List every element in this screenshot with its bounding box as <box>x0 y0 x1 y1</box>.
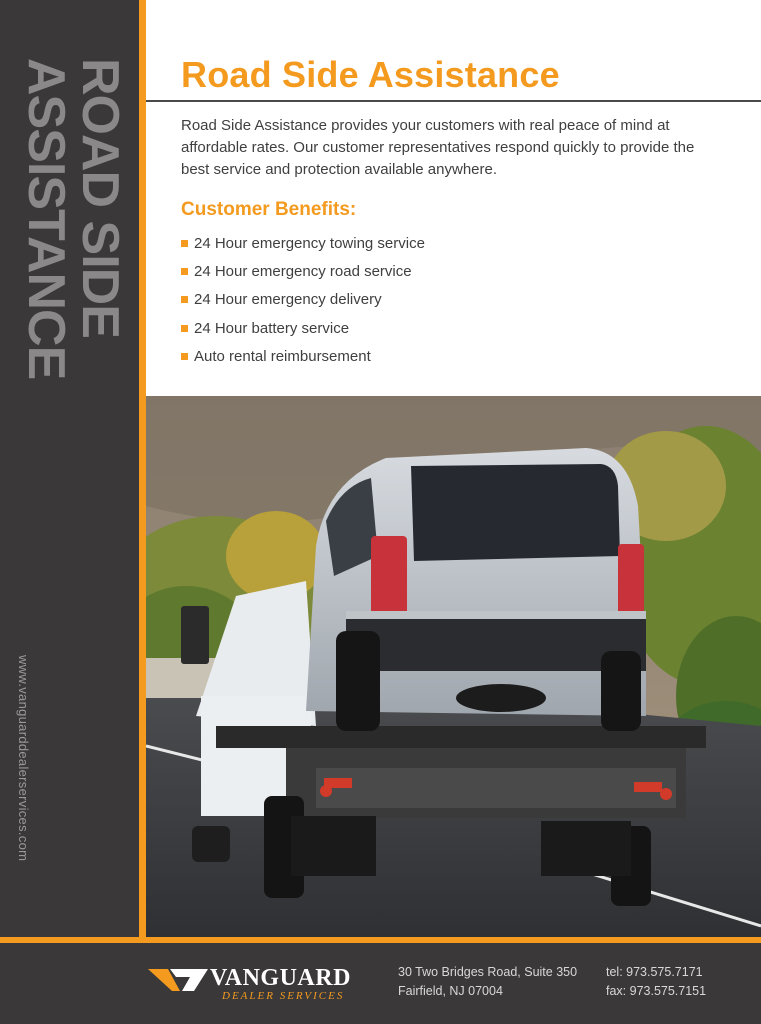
logo-name: VANGUARD <box>210 965 351 991</box>
list-item <box>181 229 425 257</box>
address-line2: Fairfield, NJ 07004 <box>398 984 503 998</box>
benefit-text: 24 Hour emergency road service <box>194 262 412 280</box>
sidebar <box>0 0 139 937</box>
tow-truck-photo <box>146 396 761 937</box>
logo-tagline: DEALER SERVICES <box>222 990 345 1002</box>
benefit-text: 24 Hour battery service <box>194 319 350 337</box>
vanguard-logo[interactable] <box>148 965 368 1002</box>
website-url[interactable]: www.vanguarddealerservices.com <box>16 655 31 862</box>
intro-paragraph: Road Side Assistance provides your customers with real peace of mind at affordable rates. Our customer representatives respond quickly to provide the best service and protection available anywhere. <box>181 117 695 178</box>
sidebar-title <box>18 58 130 418</box>
bullet-square-icon <box>181 353 188 360</box>
list-item <box>181 257 425 285</box>
sidebar-title-line2: ASSISTANCE <box>17 58 75 380</box>
contact-info <box>606 963 706 1001</box>
fax: fax: 973.575.7151 <box>606 984 707 998</box>
bullet-square-icon <box>181 240 188 247</box>
bullet-square-icon <box>181 296 188 303</box>
benefit-text: Auto rental reimbursement <box>194 347 371 365</box>
benefits-heading: Customer Benefits: <box>181 199 357 220</box>
bullet-square-icon <box>181 325 188 332</box>
sidebar-title-line1: ROAD SIDE <box>71 58 129 338</box>
list-item <box>181 286 425 314</box>
benefit-text: 24 Hour emergency towing service <box>194 234 425 252</box>
benefit-text: 24 Hour emergency delivery <box>194 291 382 309</box>
address-line1: 30 Two Bridges Road, Suite 350 <box>398 965 578 979</box>
footer <box>0 943 761 1024</box>
logo-chevron-icon <box>148 967 212 993</box>
telephone[interactable]: tel: 973.575.7171 <box>606 965 703 979</box>
bullet-square-icon <box>181 268 188 275</box>
list-item <box>181 314 425 342</box>
address <box>398 963 577 1001</box>
sidebar-accent-stripe <box>139 0 146 937</box>
list-item <box>181 342 425 370</box>
title-divider <box>146 100 761 102</box>
benefits-list <box>181 229 425 370</box>
page-title: Road Side Assistance <box>181 54 560 95</box>
